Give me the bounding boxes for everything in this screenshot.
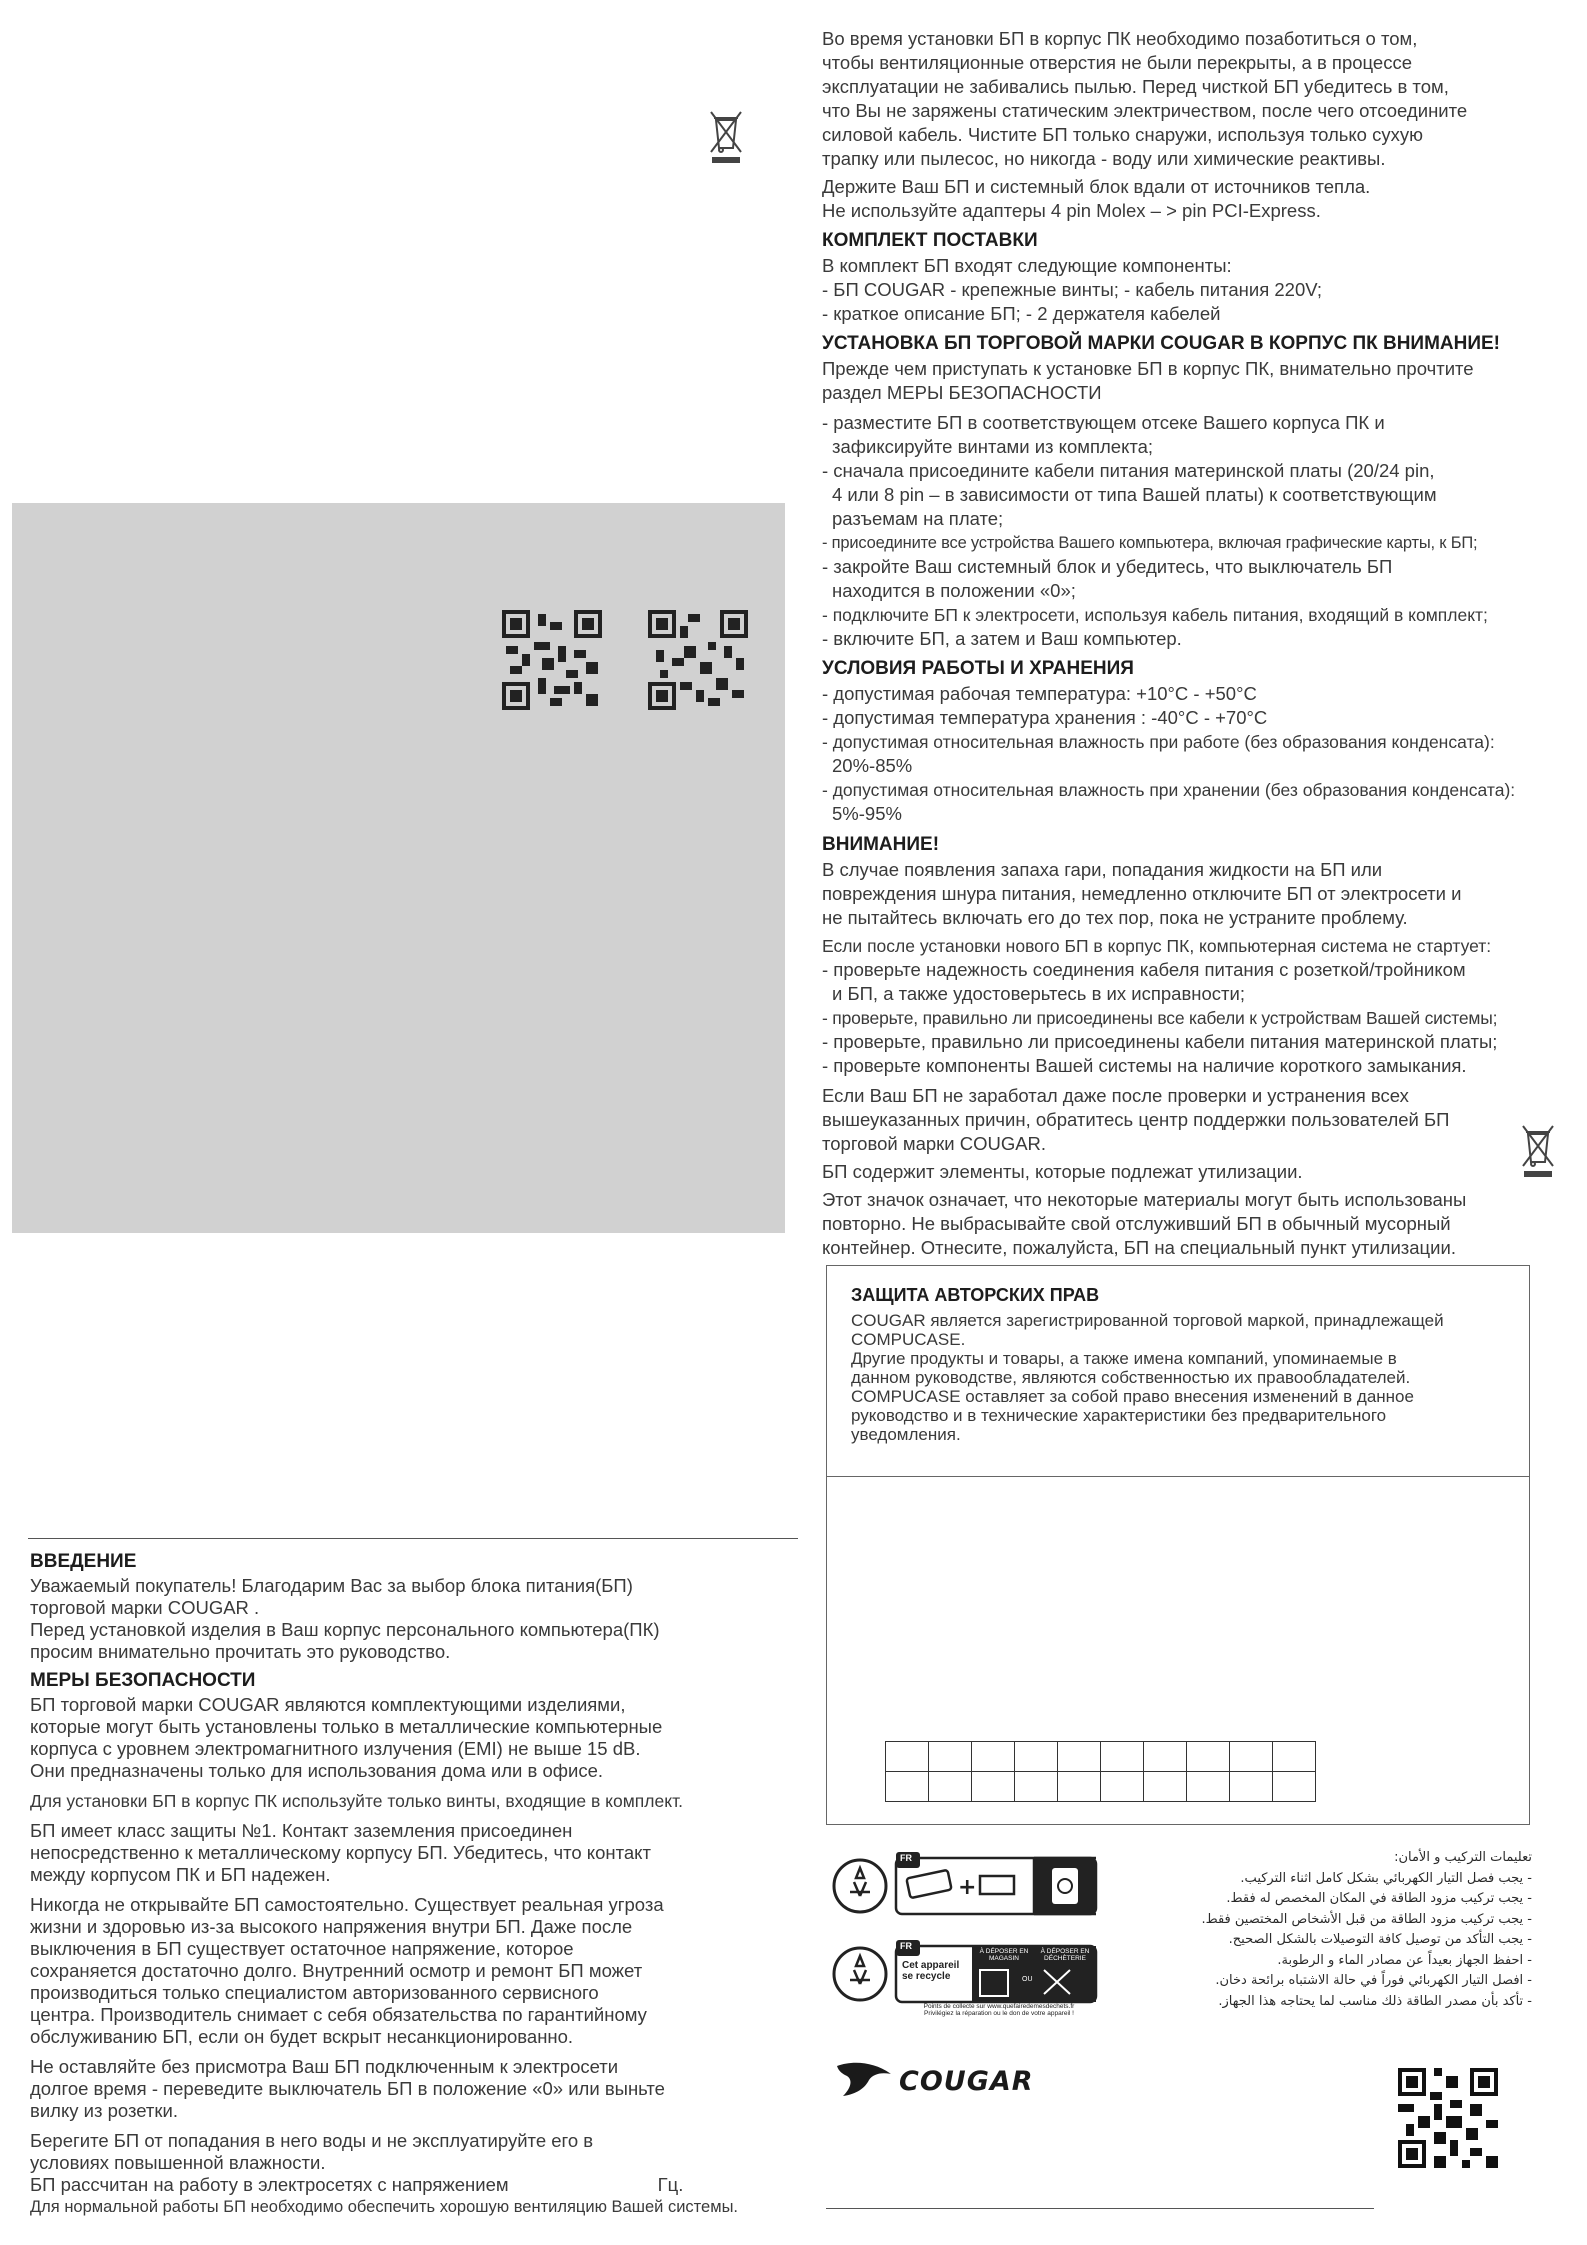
text-line: - допустимая относительная влажность при хранении (без образования конденсата):: [822, 780, 1516, 800]
recycle-note: БП содержит элементы, которые подлежат утилизации.: [822, 1161, 1303, 1182]
text-line: БП имеет класс защиты №1. Контакт заземления присоединен: [30, 1820, 573, 1841]
text-line: COMPUCASE оставляет за собой право внесения изменений в данное: [851, 1387, 1414, 1406]
text-line: Во время установки БП в корпус ПК необходимо позаботиться о том,: [822, 28, 1418, 49]
install-step: - разместите БП в соответствующем отсеке Вашего корпуса ПК и: [822, 412, 1385, 433]
recycle-footer: Privilégiez la réparation ou le don de votre appareil !: [924, 2010, 1074, 2017]
fr-badge: FR: [900, 1941, 912, 1951]
text-line: и БП, а также удостоверьтесь в их исправности;: [832, 983, 1245, 1004]
text-line: торговой марки COUGAR .: [30, 1597, 260, 1618]
text-line: повреждения шнура питания, немедленно отключите БП от электросети и: [822, 883, 1462, 904]
text-line: условиях повышенной влажности.: [30, 2152, 326, 2173]
text-line: COMPUCASE.: [851, 1330, 966, 1349]
text-line: - افصل التيار الكهربائي فوراً في حالة الاشتباه برائحة دخان.: [1215, 1973, 1532, 1988]
text-line: эксплуатации не забивались пылью. Перед чисткой БП убедитесь в том,: [822, 76, 1449, 97]
text-line: обслуживанию БП, если он будет вскрыт несанкционированно.: [30, 2026, 574, 2047]
install-step: - подключите БП к электросети, используя кабель питания, входящий в комплект;: [822, 605, 1488, 625]
copyright-text: [851, 1284, 1511, 1444]
install-step: - присоедините все устройства Вашего компьютера, включая графические карты, к БП;: [822, 534, 1478, 552]
safety-heading: МЕРЫ БЕЗОПАСНОСТИ: [30, 1670, 256, 1691]
text-line: БП торговой марки COUGAR являются комплектующими изделиями,: [30, 1694, 626, 1715]
text-line: раздел МЕРЫ БЕЗОПАСНОСТИ: [822, 382, 1102, 403]
text-line: - проверьте, правильно ли присоединены все кабели к устройствам Вашей системы;: [822, 1008, 1498, 1028]
svg-text:+: +: [958, 1875, 977, 1900]
right-column: [822, 28, 1582, 1261]
text-line: трапку или пылесос, но никогда - воду или химические реактивы.: [822, 148, 1386, 169]
drop-center-label: À DÉPOSER EN DÉCHÈTERIE: [1040, 1948, 1090, 1962]
recycle-label-packaging: [830, 1852, 1100, 1920]
text-line: - проверьте, правильно ли присоединены кабели питания материнской платы;: [822, 1031, 1498, 1052]
weee-bin-icon: [708, 108, 744, 164]
text-line: - БП COUGAR - крепежные винты; - кабель питания 220V;: [822, 279, 1323, 300]
text-line: руководство и в технические характеристики без предварительного: [851, 1406, 1387, 1425]
text-line: В случае появления запаха гари, попадания жидкости на БП или: [822, 859, 1383, 880]
conditions-heading: УСЛОВИЯ РАБОТЫ И ХРАНЕНИЯ: [822, 658, 1134, 679]
warning-heading: ВНИМАНИЕ!: [822, 834, 940, 855]
recycle-item-label: Cet appareil se recycle: [902, 1960, 960, 1982]
text-line: сохраняется достаточно долго. Внутренний осмотр и ремонт БП может: [30, 1960, 643, 1981]
text-line: - допустимая рабочая температура: +10°C - +50°C: [822, 683, 1257, 704]
qr-code-icon: [1398, 2068, 1498, 2173]
text-line: Не оставляйте без присмотра Ваш БП подключенным к электросети: [30, 2056, 619, 2077]
text-line: - проверьте надежность соединения кабеля питания с розеткой/тройником: [822, 959, 1466, 980]
recycle-label-device: [830, 1940, 1100, 2020]
brand-name: COUGAR: [899, 2066, 1034, 2097]
text-line: - يجب تركيب مزود الطاقة من قبل الأشخاص المختصين فقط.: [1201, 1911, 1532, 1927]
text-line: торговой марки COUGAR.: [822, 1133, 1047, 1154]
text-line: Этот значок означает, что некоторые материалы могут быть использованы: [822, 1189, 1467, 1210]
weee-bin-icon: [1520, 1122, 1556, 1178]
install-step: зафиксируйте винтами из комплекта;: [832, 436, 1154, 457]
install-step: находится в положении «0»;: [832, 580, 1076, 601]
text-line: центра. Производитель снимает с себя обязательства по гарантийному: [30, 2004, 647, 2025]
heat-note: Держите Ваш БП и системный блок вдали от источников тепла.: [822, 176, 1371, 197]
kit-heading: КОМПЛЕКТ ПОСТАВКИ: [822, 230, 1038, 251]
box-divider: [827, 1476, 1529, 1477]
copyright-box: [826, 1265, 1530, 1825]
text-line: 5%-95%: [832, 803, 902, 824]
text-line: повторно. Не выбрасывайте свой отслуживший БП в обычный мусорный: [822, 1213, 1451, 1234]
text-line: долгое время - переведите выключатель БП в положение «0» или выньте: [30, 2078, 665, 2099]
text-line: - احفظ الجهاز بعيداً عن مصادر الماء و الرطوبة.: [1277, 1952, 1532, 1968]
text-line: - يجب فصل التيار الكهربائي بشكل كامل اثناء التركيب.: [1240, 1870, 1532, 1886]
text-line: - يجب التأكد من توصيل كافة التوصيلات بالشكل الصحيح.: [1228, 1932, 1532, 1947]
install-step: 4 или 8 pin – в зависимости от типа Вашей платы) к соответствующим: [832, 484, 1437, 505]
cougar-logo: [835, 2058, 1095, 2104]
text-line: Если после установки нового БП в корпус ПК, компьютерная система не стартует:: [822, 936, 1492, 956]
text-line: непосредственно к металлическому корпусу БП. Убедитесь, что контакт: [30, 1842, 651, 1863]
install-step: - включите БП, а затем и Ваш компьютер.: [822, 628, 1182, 649]
text-line: - تأكد بأن مصدر الطاقة ذلك مناسب لما يحتاجه هذا الجهاز.: [1218, 1993, 1532, 2009]
text-line: Для установки БП в корпус ПК используйте только винты, входящие в комплект.: [30, 1791, 684, 1811]
text-line: Прежде чем приступать к установке БП в корпус ПК, внимательно прочтите: [822, 358, 1474, 379]
install-step: - сначала присоедините кабели питания материнской платы (20/24 pin,: [822, 460, 1435, 481]
or-label: OU: [1022, 1976, 1033, 1983]
text-line: между корпусом ПК и БП надежен.: [30, 1864, 331, 1885]
adapter-note: Не используйте адаптеры 4 pin Molex – > pin PCI-Express.: [822, 200, 1321, 221]
date-code-grid: [885, 1741, 1316, 1802]
text-line: данном руководстве, являются собственностью их правообладателей.: [851, 1368, 1411, 1387]
text-line: Если Ваш БП не заработал даже после проверки и устранения всех: [822, 1085, 1409, 1106]
left-divider: [28, 1538, 798, 1539]
text-line: Берегите БП от попадания в него воды и не эксплуатируйте его в: [30, 2130, 594, 2151]
text-line: COUGAR является зарегистрированной торговой маркой, принадлежащей: [851, 1311, 1444, 1330]
text-line: выключения в БП существует остаточное напряжение, которое: [30, 1938, 574, 1959]
text-line: контейнер. Отнесите, пожалуйста, БП на специальный пункт утилизации.: [822, 1237, 1456, 1258]
copyright-heading: ЗАЩИТА АВТОРСКИХ ПРАВ: [851, 1285, 1100, 1305]
bottom-divider: [826, 2208, 1374, 2209]
text-line: производиться только специалистом авторизованного сервисного: [30, 1982, 599, 2003]
drop-store-label: À DÉPOSER EN MAGASIN: [979, 1948, 1029, 1962]
left-column: [30, 1546, 798, 2226]
install-step: разъемам на плате;: [832, 508, 1004, 529]
text-line: жизни и здоровью из-за высокого напряжения внутри БП. Даже после: [30, 1916, 633, 1937]
text-line: - допустимая относительная влажность при работе (без образования конденсата):: [822, 732, 1495, 752]
intro-heading: ВВЕДЕНИЕ: [30, 1551, 137, 1572]
text-line: Для нормальной работы БП необходимо обеспечить хорошую вентиляцию Вашей системы.: [30, 2198, 739, 2216]
text-line: силовой кабель. Чистите БП только снаружи, используя только сухую: [822, 124, 1423, 145]
text-line: вышеуказанных причин, обратитесь центр поддержки пользователей БП: [822, 1109, 1450, 1130]
text-line: что Вы не заряжены статическим электричеством, после чего отсоедините: [822, 100, 1468, 121]
text-line: - يجب تركيب مزود الطاقة في المكان المخصص له فقط.: [1226, 1891, 1532, 1906]
text-line: корпуса с уровнем электромагнитного излучения (EMI) не выше 15 dB.: [30, 1738, 641, 1759]
arabic-instructions: [1140, 1848, 1532, 2012]
text-line: - допустимая температура хранения : -40°C - +70°C: [822, 707, 1268, 728]
install-step: - закройте Ваш системный блок и убедитесь, что выключатель БП: [822, 556, 1393, 577]
text-line: В комплект БП входят следующие компоненты:: [822, 255, 1232, 276]
text-line: تعليمات التركيب و الأمان:: [1394, 1850, 1532, 1865]
intro-paragraph: [822, 28, 1582, 170]
text-line: 20%-85%: [832, 755, 913, 776]
qr-code-icon: [648, 610, 748, 715]
text-line: - проверьте компоненты Вашей системы на наличие короткого замыкания.: [822, 1055, 1467, 1076]
text-line: Перед установкой изделия в Ваш корпус персонального компьютера(ПК): [30, 1619, 660, 1640]
text-line: чтобы вентиляционные отверстия не были перекрыты, а в процессе: [822, 52, 1412, 73]
text-line: БП рассчитан на работу в электросетях с напряжением Гц.: [30, 2174, 684, 2195]
text-line: Они предназначены только для использования дома или в офисе.: [30, 1760, 604, 1781]
text-line: Другие продукты и товары, а также имена компаний, упоминаемые в: [851, 1349, 1397, 1368]
recycle-footer: Points de collecte sur www.quefairedemesdechets.fr: [923, 2003, 1075, 2010]
text-line: - краткое описание БП; - 2 держателя кабелей: [822, 303, 1221, 324]
install-heading: УСТАНОВКА БП ТОРГОВОЙ МАРКИ COUGAR В КОРПУС ПК ВНИМАНИЕ!: [822, 333, 1501, 354]
text-line: не пытайтесь включать его до тех пор, пока не устраните проблему.: [822, 907, 1408, 928]
text-line: Никогда не открывайте БП самостоятельно. Существует реальная угроза: [30, 1894, 664, 1915]
text-line: уведомления.: [851, 1425, 961, 1444]
text-line: которые могут быть установлены только в металлические компьютерные: [30, 1716, 663, 1737]
text-line: просим внимательно прочитать это руководство.: [30, 1641, 451, 1662]
fr-badge: FR: [900, 1853, 912, 1863]
text-line: Уважаемый покупатель! Благодарим Вас за выбор блока питания(БП): [30, 1575, 633, 1596]
qr-code-icon: [502, 610, 602, 715]
text-line: вилку из розетки.: [30, 2100, 178, 2121]
